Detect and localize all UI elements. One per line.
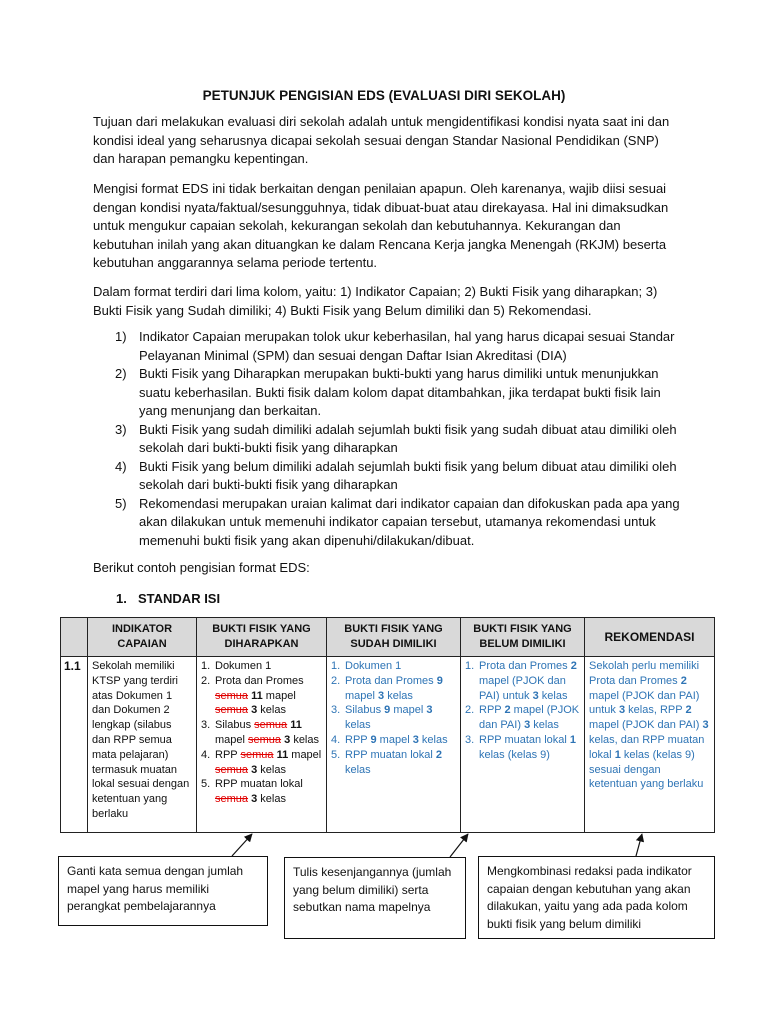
list-item: 1) Indikator Capaian merupakan tolok ukur keberhasilan, hal yang harus dicapai sesuai Standar Pelayanan Minimal (SPM) dan sesuai dengan Daftar Isian Akreditasi (DIA) [115, 329, 675, 363]
header-sudah: BUKTI FISIK YANG SUDAH DIMILIKI [327, 618, 461, 657]
list-item: 1. Dokumen 1 [201, 660, 272, 672]
arrow-line-1 [232, 834, 252, 856]
header-belum: BUKTI FISIK YANG BELUM DIMILIKI [461, 618, 585, 657]
list-item: 2. RPP 2 mapel (PJOK dan PAI) 3 kelas [465, 704, 580, 732]
header-rekomendasi: REKOMENDASI [585, 618, 715, 657]
cell-indikator: Sekolah memiliki KTSP yang terdiri atas Dokumen 1 dan Dokumen 2 lengkap (silabus dan RPP semua mata pelajaran) termasuk muatan lokal sesuai dengan ketentuan yang berlaku [88, 657, 197, 833]
header-diharapkan: BUKTI FISIK YANG DIHARAPKAN [197, 618, 327, 657]
list-item: 4. RPP 9 mapel 3 kelas [331, 733, 448, 746]
list-item: 2) Bukti Fisik yang Diharapkan merupakan bukti-bukti yang harus dimiliki untuk menunjukkan suatu keberhasilan. Bukti fisik dalam kolom dapat ditambahkan, jika terdapat bukti fisik lain yang menunjang dan berkaitan. [115, 366, 661, 418]
list-item: 2. Prota dan Promes semua 11 mapel semua 3 kelas [201, 674, 304, 717]
paragraph-instructions: Mengisi format EDS ini tidak berkaitan dengan penilaian apapun. Oleh karenanya, wajib diisi sesuai dengan kondisi nyata/faktual/sesungguhnya, tidak dibuat-buat atau direkayasa. Hal ini dimaksudkan untuk mengukur capaian sekolah, kekurangan sekolah dan kebutuhannya. Kekurangan dan kebutuhan inilah yang akan dituangkan ke dalam Rencana Kerja jangka Menengah (RKJM) beserta kebutuhan anggarannya selama periode tertentu. [93, 181, 669, 270]
arrow-line-3 [636, 834, 642, 856]
list-item: 3) Bukti Fisik yang sudah dimiliki adalah sejumlah bukti fisik yang sudah dibuat atau dimiliki oleh sekolah dari bukti-bukti fisik yang diharapkan [115, 421, 677, 455]
list-item: 5. RPP muatan lokal semua 3 kelas [201, 778, 303, 806]
document-title: PETUNJUK PENGISIAN EDS (EVALUASI DIRI SEKOLAH) [202, 88, 566, 103]
list-item: 3. RPP muatan lokal 1 kelas (kelas 9) [465, 733, 577, 761]
struck-word: semua [248, 733, 282, 746]
list-item: 3. Silabus 9 mapel 3 kelas [331, 704, 433, 732]
callout-box-replace-word: Ganti kata semua dengan jumlah mapel yang harus memiliki perangkat pembelajarannya [58, 856, 268, 926]
header-indikator: INDIKATOR CAPAIAN [88, 618, 197, 657]
struck-word: semua [215, 793, 249, 806]
list-item: 2. Prota dan Promes 9 mapel 3 kelas [331, 674, 443, 702]
list-item: 4. RPP semua 11 mapel semua 3 kelas [201, 748, 322, 776]
list-item: 5) Rekomendasi merupakan uraian kalimat dari indikator capaian dan difokuskan pada apa yang akan dilakukan untuk memenuhi indikator capaian tersebut, utamanya rekomendasi untuk memenuhi bukti fisik yang akan dipenuhi/dilakukan/dibuat. [115, 495, 680, 548]
list-item: 4) Bukti Fisik yang belum dimiliki adalah sejumlah bukti fisik yang belum dibuat atau dimiliki oleh sekolah dari bukti-bukti fisik yang diharapkan [115, 458, 677, 492]
struck-word: semua [254, 719, 288, 732]
list-item: 3. Silabus semua 11 mapel semua 3 kelas [201, 719, 319, 746]
paragraph-columns: Dalam format terdiri dari lima kolom, yaitu: 1) Indikator Capaian; 2) Bukti Fisik yang diharapkan; 3) Bukti Fisik yang Sudah dimiliki; 4) Bukti Fisik yang Belum dimiliki dan 5) Rekomendasi. [93, 284, 658, 318]
list-item: 1. Dokumen 1 [331, 660, 402, 672]
section-heading: 1. STANDAR ISI [116, 591, 221, 606]
struck-word: semua [215, 763, 249, 776]
struck-word: semua [240, 748, 274, 761]
callout-box-gap: Tulis kesenjangannya (jumlah yang belum dimiliki) serta sebutkan nama mapelnya [284, 857, 466, 939]
list-item: 1. Prota dan Promes 2 mapel (PJOK dan PAI) untuk 3 kelas [465, 660, 577, 702]
struck-word: semua [215, 689, 249, 702]
cell-rekomendasi: Sekolah perlu memiliki Prota dan Promes 2 mapel (PJOK dan PAI) untuk 3 kelas, RPP 2 mapel (PJOK dan PAI) 3 kelas, dan RPP muatan lokal 1 kelas (kelas 9) sesuai dengan ketentuan yang berlaku [585, 657, 715, 833]
row-number: 1.1 [61, 657, 88, 833]
list-item: 5. RPP muatan lokal 2 kelas [331, 748, 443, 776]
paragraph-purpose: Tujuan dari melakukan evaluasi diri sekolah adalah untuk mengidentifikasi kondisi nyata saat ini dan kondisi ideal yang seharusnya dicapai sekolah sesuai dengan Standar Nasional Pendidikan (SNP) dan harapan pemangku kepentingan. [93, 114, 670, 166]
arrow-line-2 [450, 834, 468, 857]
callout-box-combine: Mengkombinasi redaksi pada indikator capaian dengan kebutuhan yang akan dilakukan, yaitu yang ada pada kolom bukti fisik yang belum dimiliki [478, 856, 715, 939]
paragraph-example-intro: Berikut contoh pengisian format EDS: [93, 560, 310, 575]
struck-word: semua [215, 704, 249, 717]
